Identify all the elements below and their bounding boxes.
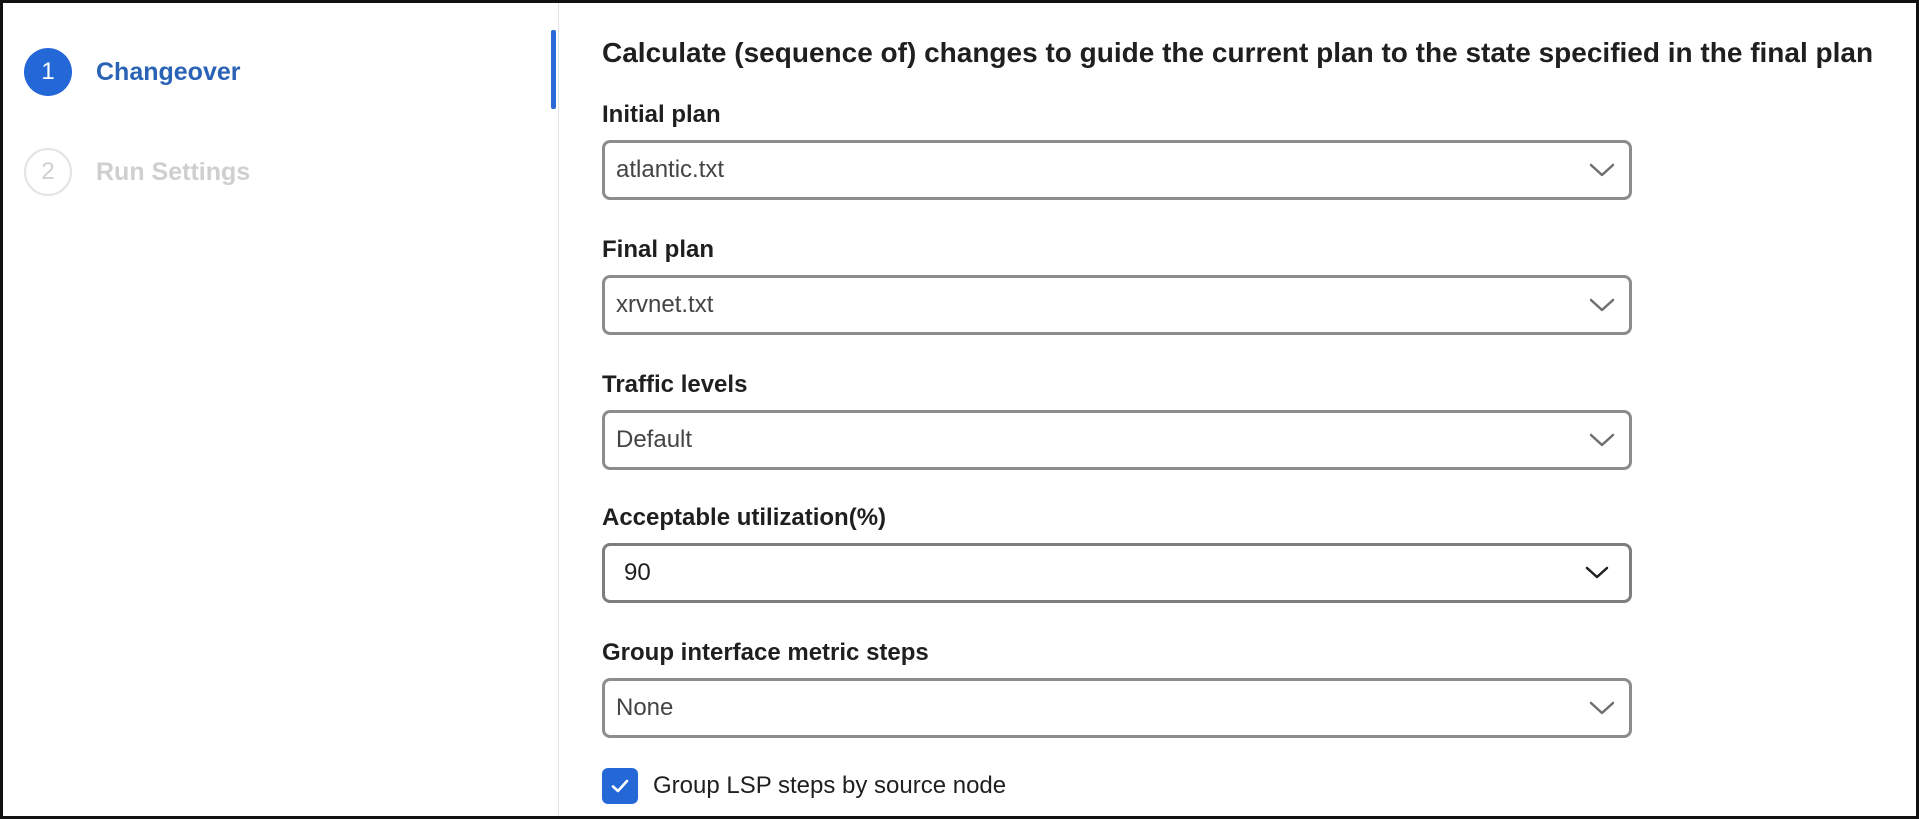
checkmark-icon — [609, 775, 631, 797]
step-changeover[interactable] — [24, 46, 240, 98]
step-number-badge: 2 — [24, 148, 72, 196]
group-lsp-steps-checkbox[interactable] — [602, 768, 638, 804]
step-label: Changeover — [96, 57, 241, 86]
final-plan-select[interactable] — [602, 275, 1632, 335]
group-interface-metric-steps-select[interactable] — [602, 678, 1632, 738]
active-step-indicator — [551, 30, 556, 109]
traffic-levels-select[interactable] — [602, 410, 1632, 470]
stepper-nav — [3, 3, 559, 816]
group-interface-metric-steps-value: None — [616, 694, 674, 721]
changeover-form — [602, 3, 1916, 816]
initial-plan-label: Initial plan — [602, 101, 721, 128]
group-lsp-steps-option[interactable] — [602, 768, 1006, 804]
final-plan-label: Final plan — [602, 236, 715, 263]
chevron-down-icon — [1589, 432, 1615, 448]
acceptable-utilization-value: 90 — [624, 559, 651, 586]
group-lsp-steps-label: Group LSP steps by source node — [653, 772, 1007, 799]
chevron-down-icon — [1589, 297, 1615, 313]
initial-plan-select[interactable] — [602, 140, 1632, 200]
acceptable-utilization-label: Acceptable utilization(%) — [602, 504, 887, 531]
chevron-down-icon — [1589, 162, 1615, 178]
traffic-levels-value: Default — [616, 426, 693, 453]
initial-plan-value: atlantic.txt — [616, 156, 725, 183]
form-heading: Calculate (sequence of) changes to guide the current plan to the state specified in the final plan — [602, 37, 1874, 68]
chevron-down-icon — [1584, 565, 1610, 581]
group-interface-metric-steps-label: Group interface metric steps — [602, 639, 929, 666]
traffic-levels-label: Traffic levels — [602, 371, 748, 398]
final-plan-value: xrvnet.txt — [616, 291, 714, 318]
step-label: Run Settings — [96, 157, 251, 186]
acceptable-utilization-select[interactable] — [602, 543, 1632, 603]
step-run-settings[interactable] — [24, 146, 250, 198]
chevron-down-icon — [1589, 700, 1615, 716]
step-number-badge: 1 — [24, 48, 72, 96]
